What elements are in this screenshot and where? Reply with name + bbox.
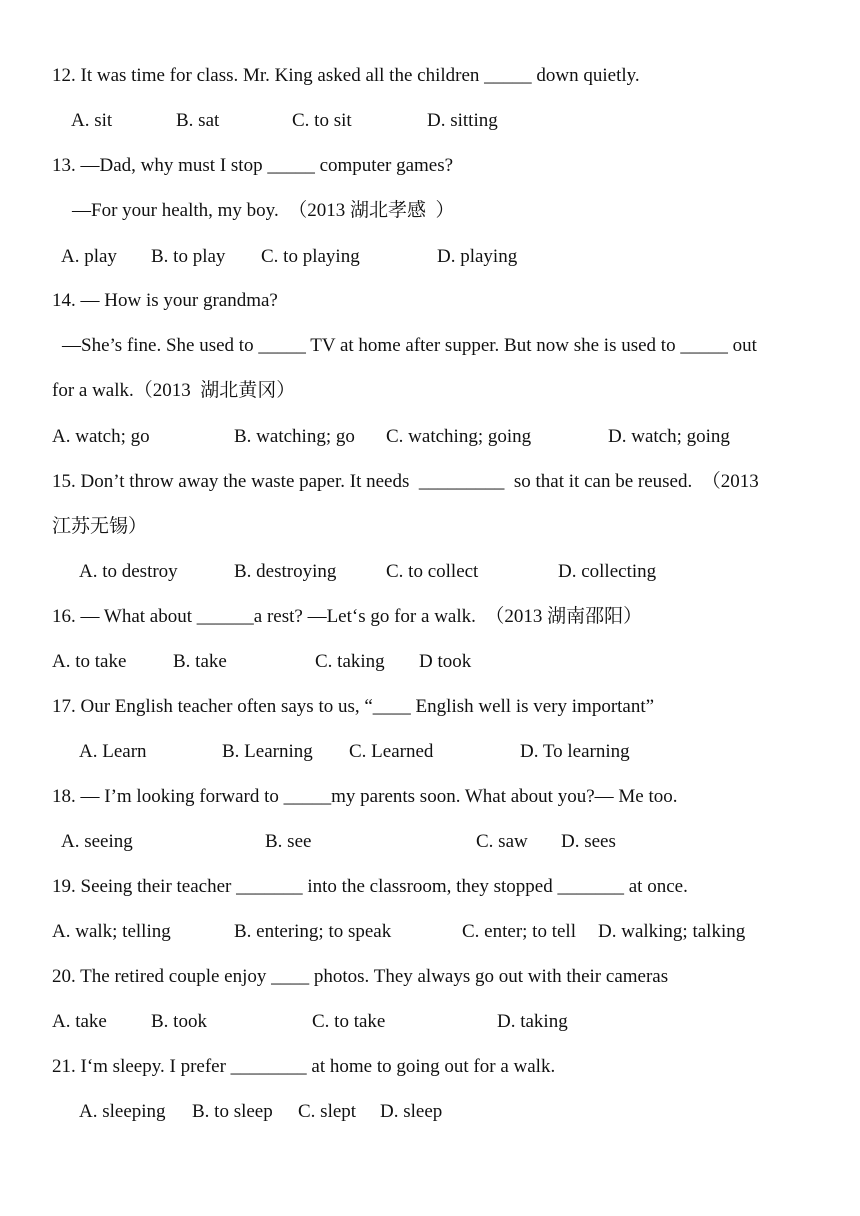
question-18-option-a: A. seeing xyxy=(61,831,133,852)
question-14-stem-line-2: —She’s fine. She used to _____ TV at home after supper. But now she is used to _____ out xyxy=(62,335,757,356)
question-21-option-a: A. sleeping xyxy=(79,1101,166,1122)
question-15-option-b: B. destroying xyxy=(234,561,337,582)
question-19-option-c: C. enter; to tell xyxy=(462,921,576,942)
question-17-option-b: B. Learning xyxy=(222,741,313,762)
question-13-stem: 13. —Dad, why must I stop _____ computer games? xyxy=(52,155,454,176)
question-20-option-b: B. took xyxy=(151,1011,207,1032)
question-16-option-b: B. take xyxy=(173,651,227,672)
question-17-option-d: D. To learning xyxy=(520,741,630,762)
question-21-option-c: C. slept xyxy=(298,1101,357,1122)
question-16-stem: 16. — What about ______a rest? —Let‘s go for a walk. （2013 湖南邵阳） xyxy=(52,606,643,627)
question-13-option-c: C. to playing xyxy=(261,246,360,267)
question-15-option-c: C. to collect xyxy=(386,561,479,582)
question-15-option-d: D. collecting xyxy=(558,561,657,582)
question-14-option-c: C. watching; going xyxy=(386,426,532,447)
question-15-option-a: A. to destroy xyxy=(79,561,178,582)
question-21-option-d: D. sleep xyxy=(380,1101,443,1122)
question-20-option-d: D. taking xyxy=(497,1011,568,1032)
question-17-option-c: C. Learned xyxy=(349,741,434,762)
question-20-stem: 20. The retired couple enjoy ____ photos. They always go out with their cameras xyxy=(52,966,669,987)
question-15-stem-line-2: 江苏无锡） xyxy=(52,516,148,537)
question-12-option-c: C. to sit xyxy=(292,110,352,131)
question-16-option-c: C. taking xyxy=(315,651,385,672)
question-19-option-a: A. walk; telling xyxy=(52,921,171,942)
question-18-option-d: D. sees xyxy=(561,831,616,852)
question-17-stem: 17. Our English teacher often says to us, “____ English well is very important” xyxy=(52,696,655,717)
question-14-option-a: A. watch; go xyxy=(52,426,150,447)
question-16-option-d: D took xyxy=(419,651,472,672)
question-19-option-d: D. walking; talking xyxy=(598,921,746,942)
question-18-stem: 18. — I’m looking forward to _____my parents soon. What about you?— Me too. xyxy=(52,786,678,807)
question-19-option-b: B. entering; to speak xyxy=(234,921,392,942)
question-12-option-d: D. sitting xyxy=(427,110,498,131)
question-13-option-b: B. to play xyxy=(151,246,226,267)
question-16-option-a: A. to take xyxy=(52,651,127,672)
question-18-option-c: C. saw xyxy=(476,831,528,852)
question-12-stem: 12. It was time for class. Mr. King asked all the children _____ down quietly. xyxy=(52,65,640,86)
question-18-option-b: B. see xyxy=(265,831,312,852)
question-14-stem-line-3: for a walk.（2013 湖北黄冈） xyxy=(52,380,296,401)
question-20-option-c: C. to take xyxy=(312,1011,386,1032)
question-13-stem-line-2: —For your health, my boy. （2013 湖北孝感 ） xyxy=(72,200,455,221)
question-14-stem: 14. — How is your grandma? xyxy=(52,290,278,311)
question-14-option-b: B. watching; go xyxy=(234,426,355,447)
question-13-option-d: D. playing xyxy=(437,246,518,267)
question-21-option-b: B. to sleep xyxy=(192,1101,273,1122)
question-14-option-d: D. watch; going xyxy=(608,426,730,447)
question-17-option-a: A. Learn xyxy=(79,741,147,762)
question-13-option-a: A. play xyxy=(61,246,117,267)
question-15-stem: 15. Don’t throw away the waste paper. It needs _________ so that it can be reused. （2013 xyxy=(52,471,759,492)
question-12-option-b: B. sat xyxy=(176,110,220,131)
question-19-stem: 19. Seeing their teacher _______ into the classroom, they stopped _______ at once. xyxy=(52,876,688,897)
question-21-stem: 21. I‘m sleepy. I prefer ________ at home to going out for a walk. xyxy=(52,1056,556,1077)
question-12-option-a: A. sit xyxy=(71,110,113,131)
question-20-option-a: A. take xyxy=(52,1011,107,1032)
